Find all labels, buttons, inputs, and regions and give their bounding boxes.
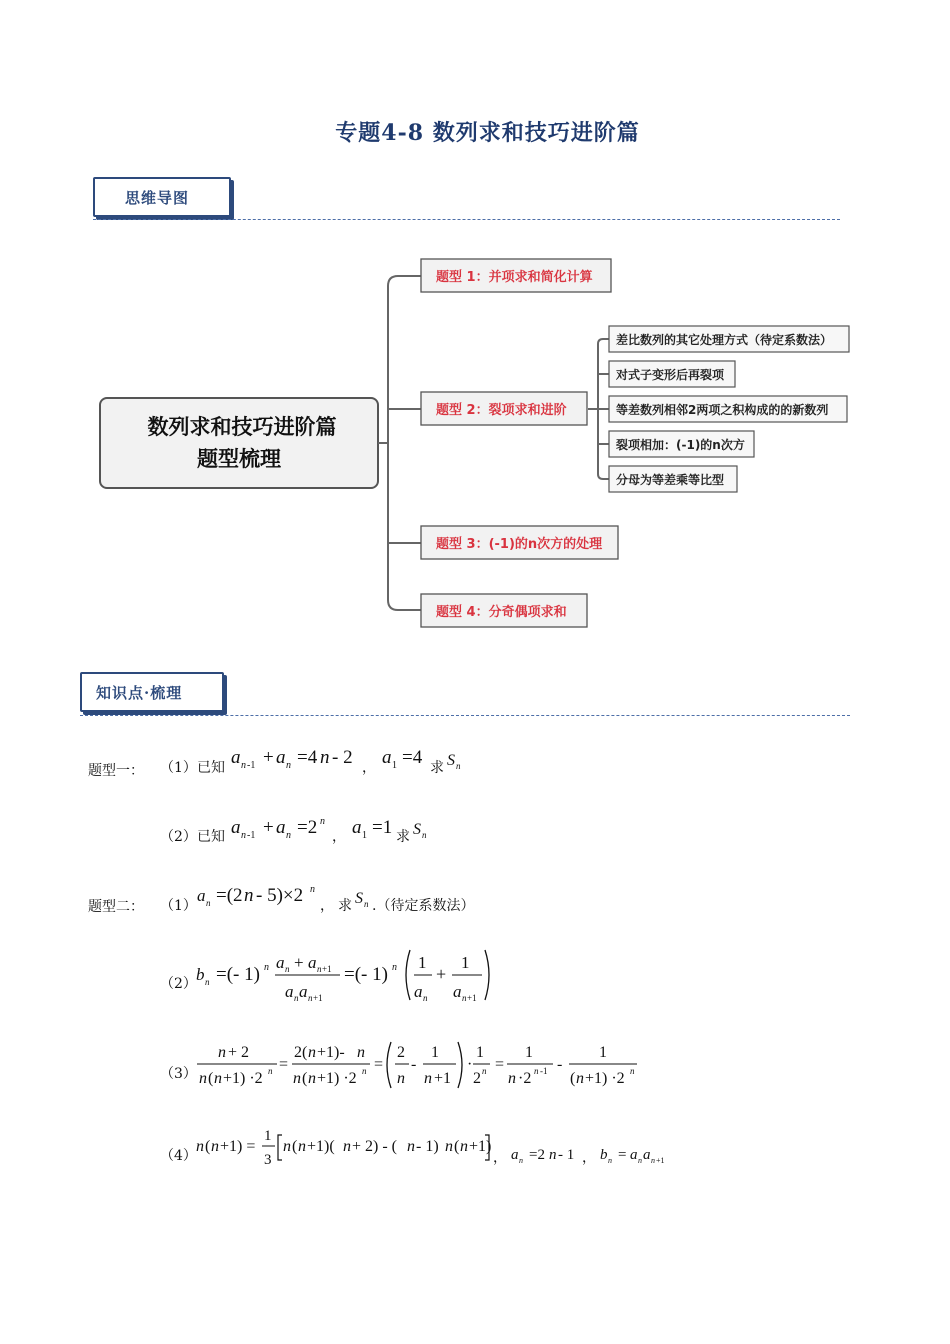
svg-text:·2: ·2 bbox=[518, 1070, 532, 1087]
svg-text:a: a bbox=[231, 747, 241, 768]
svg-text:S: S bbox=[355, 890, 363, 907]
svg-text:1: 1 bbox=[392, 760, 397, 771]
svg-text:n: n bbox=[397, 1070, 405, 1087]
formula-recurrence-1 bbox=[231, 747, 353, 771]
mindmap-root-title: 数列求和技巧进阶篇 bbox=[147, 415, 337, 439]
svg-text:n: n bbox=[362, 1066, 367, 1076]
svg-text:2: 2 bbox=[473, 1070, 481, 1087]
svg-text:n: n bbox=[320, 747, 330, 768]
svg-text:1: 1 bbox=[599, 1044, 607, 1061]
svg-text:=(- 1): =(- 1) bbox=[344, 964, 388, 985]
svg-text:3: 3 bbox=[264, 1152, 272, 1168]
svg-text:a: a bbox=[299, 982, 308, 1001]
svg-text:a: a bbox=[453, 982, 462, 1001]
text-known: 已知 bbox=[197, 760, 225, 776]
svg-text:·: · bbox=[467, 1056, 473, 1073]
svg-text:n: n bbox=[317, 964, 322, 974]
formula-recurrence-2 bbox=[231, 816, 325, 841]
item-number: （2） bbox=[160, 976, 197, 992]
svg-text:n: n bbox=[508, 1070, 516, 1087]
svg-text:n: n bbox=[407, 1138, 415, 1155]
svg-text:=4: =4 bbox=[297, 747, 318, 768]
formula-initial-2 bbox=[352, 817, 392, 841]
svg-text:a: a bbox=[231, 817, 241, 838]
page-title: 专题4-8 数列求和技巧进阶篇 bbox=[335, 120, 640, 146]
svg-text:n: n bbox=[286, 760, 291, 771]
comma: ， bbox=[582, 1151, 596, 1166]
svg-text:n: n bbox=[244, 885, 254, 906]
sub-branch-label-4: 裂项相加：(-1)的n次方 bbox=[616, 438, 745, 452]
mindmap-connectors bbox=[378, 276, 609, 610]
formula-initial-1 bbox=[382, 747, 423, 771]
formula-reshape-split bbox=[197, 1042, 637, 1088]
sub-branch-label-2: 对式子变形后再裂项 bbox=[616, 368, 725, 382]
svg-text:+: + bbox=[436, 964, 447, 984]
item-number: （1） bbox=[160, 898, 197, 914]
text-find: 求 bbox=[396, 829, 410, 845]
svg-text:n: n bbox=[214, 1070, 222, 1087]
svg-text:=(2: =(2 bbox=[216, 885, 243, 906]
svg-text:n: n bbox=[364, 899, 369, 909]
svg-text:n: n bbox=[308, 1070, 316, 1087]
text-known: 已知 bbox=[197, 829, 225, 845]
sub-branch-label-1: 差比数列的其它处理方式（待定系数法） bbox=[616, 333, 833, 347]
comma: ， bbox=[493, 1151, 507, 1166]
svg-text:+1) ·2: +1) ·2 bbox=[585, 1070, 625, 1087]
section-tab-mindmap: 思维导图 bbox=[93, 177, 231, 217]
sum-symbol: S bbox=[447, 752, 455, 769]
svg-text:n: n bbox=[608, 1156, 612, 1165]
comma: ， bbox=[362, 761, 376, 776]
svg-text:+1: +1 bbox=[656, 1156, 665, 1165]
item-number: （2） bbox=[160, 829, 197, 845]
svg-text:n: n bbox=[283, 1138, 291, 1155]
svg-text:a: a bbox=[308, 953, 317, 972]
svg-text:=: = bbox=[495, 1056, 505, 1073]
svg-text:+1: +1 bbox=[434, 1070, 452, 1087]
svg-text:=2: =2 bbox=[529, 1147, 545, 1163]
svg-text:+ 2) - (: + 2) - ( bbox=[352, 1138, 398, 1155]
formula-alternating-split bbox=[196, 950, 489, 1003]
svg-text:n: n bbox=[357, 1044, 365, 1061]
svg-text:-: - bbox=[411, 1056, 417, 1073]
svg-text:n: n bbox=[308, 1044, 316, 1061]
svg-text:-1: -1 bbox=[247, 760, 256, 771]
svg-text:+1: +1 bbox=[322, 964, 332, 974]
branch-label-3: 题型 3：(-1)的n次方的处理 bbox=[436, 537, 603, 552]
item-number: （3） bbox=[160, 1066, 197, 1082]
svg-text:-: - bbox=[557, 1056, 563, 1073]
svg-text:n: n bbox=[241, 830, 246, 841]
mindmap-root-subtitle: 题型梳理 bbox=[197, 447, 281, 471]
svg-text:1: 1 bbox=[264, 1128, 272, 1144]
svg-text:(: ( bbox=[454, 1138, 460, 1155]
svg-text:n: n bbox=[310, 884, 315, 895]
mindmap-root-box bbox=[100, 398, 378, 488]
svg-text:n: n bbox=[294, 993, 299, 1003]
svg-text:a: a bbox=[630, 1147, 638, 1163]
svg-text:n: n bbox=[298, 1138, 306, 1155]
svg-text:S: S bbox=[413, 821, 421, 838]
formula-arith-term bbox=[511, 1147, 574, 1165]
svg-text:n: n bbox=[285, 964, 290, 974]
svg-text:(: ( bbox=[292, 1138, 298, 1155]
svg-text:=2: =2 bbox=[297, 817, 318, 838]
svg-text:(: ( bbox=[205, 1138, 211, 1155]
svg-text:- 2: - 2 bbox=[332, 747, 353, 768]
branch-label-2: 题型 2：裂项求和进阶 bbox=[436, 403, 567, 418]
svg-text:a: a bbox=[276, 747, 286, 768]
svg-text:+: + bbox=[263, 747, 274, 768]
svg-text:n: n bbox=[320, 816, 325, 827]
item-number: （4） bbox=[160, 1148, 197, 1164]
svg-text:n: n bbox=[199, 1070, 207, 1087]
comma: ， bbox=[332, 830, 346, 845]
svg-text:1: 1 bbox=[461, 953, 470, 972]
svg-text:n: n bbox=[218, 1044, 226, 1061]
svg-text:=1: =1 bbox=[372, 817, 393, 838]
section-divider bbox=[93, 219, 840, 220]
svg-text:n: n bbox=[205, 977, 210, 987]
svg-text:n: n bbox=[268, 1066, 273, 1076]
section-divider bbox=[80, 715, 850, 716]
svg-text:- 1): - 1) bbox=[416, 1138, 439, 1155]
svg-text:n: n bbox=[462, 993, 467, 1003]
svg-text:n: n bbox=[196, 1138, 204, 1155]
svg-text:- 5)×2: - 5)×2 bbox=[256, 885, 304, 906]
svg-text:n: n bbox=[241, 760, 246, 771]
svg-text:a: a bbox=[276, 817, 286, 838]
svg-text:2(: 2( bbox=[294, 1044, 308, 1061]
branch-label-4: 题型 4：分奇偶项求和 bbox=[436, 605, 567, 620]
svg-text:a: a bbox=[276, 953, 285, 972]
svg-text:+1: +1 bbox=[467, 993, 477, 1003]
branch-label-1: 题型 1：并项求和简化计算 bbox=[436, 270, 593, 285]
svg-text:n: n bbox=[211, 1138, 219, 1155]
svg-text:+1)(: +1)( bbox=[307, 1138, 335, 1155]
svg-text:b: b bbox=[196, 965, 205, 984]
svg-text:n: n bbox=[424, 1070, 432, 1087]
svg-text:n: n bbox=[422, 830, 427, 840]
formula-general-term bbox=[197, 884, 315, 908]
formula-product-term bbox=[600, 1147, 665, 1165]
svg-text:+: + bbox=[263, 817, 274, 838]
svg-text:+1): +1) bbox=[469, 1138, 492, 1155]
svg-text:1: 1 bbox=[418, 953, 427, 972]
svg-text:1: 1 bbox=[431, 1044, 439, 1061]
svg-text:a: a bbox=[511, 1147, 519, 1163]
svg-text:n: n bbox=[206, 898, 211, 908]
svg-text:a: a bbox=[352, 817, 362, 838]
svg-text:n: n bbox=[392, 962, 397, 973]
text-find: 求 bbox=[338, 898, 352, 914]
svg-text:n: n bbox=[534, 1066, 539, 1076]
svg-text:n: n bbox=[293, 1070, 301, 1087]
sub-branch-label-5: 分母为等差乘等比型 bbox=[616, 473, 725, 487]
svg-text:a: a bbox=[285, 982, 294, 1001]
svg-text:n: n bbox=[519, 1156, 523, 1165]
svg-text:(: ( bbox=[208, 1070, 214, 1087]
svg-text:+ 2: + 2 bbox=[228, 1044, 250, 1061]
svg-text:n: n bbox=[638, 1156, 642, 1165]
svg-text:n: n bbox=[264, 962, 269, 973]
svg-text:+1: +1 bbox=[313, 993, 323, 1003]
svg-text:+1)-: +1)- bbox=[317, 1044, 345, 1061]
svg-text:n: n bbox=[576, 1070, 584, 1087]
svg-text:n: n bbox=[423, 993, 428, 1003]
svg-text:(: ( bbox=[570, 1070, 576, 1087]
svg-text:a: a bbox=[643, 1147, 651, 1163]
svg-text:-1: -1 bbox=[540, 1066, 548, 1076]
mind-map bbox=[0, 240, 950, 640]
svg-text:n: n bbox=[630, 1066, 635, 1076]
section-tab-knowledge: 知识点·梳理 bbox=[80, 672, 224, 712]
svg-text:n: n bbox=[343, 1138, 351, 1155]
svg-text:n: n bbox=[445, 1138, 453, 1155]
svg-text:=: = bbox=[618, 1147, 627, 1163]
svg-text:=: = bbox=[374, 1056, 384, 1073]
svg-text:b: b bbox=[600, 1147, 608, 1163]
svg-text:2: 2 bbox=[397, 1044, 405, 1061]
svg-text:1: 1 bbox=[525, 1044, 533, 1061]
svg-text:a: a bbox=[197, 886, 206, 905]
svg-text:n: n bbox=[549, 1147, 557, 1163]
svg-text:n: n bbox=[651, 1156, 655, 1165]
svg-text:n: n bbox=[286, 830, 291, 841]
svg-text:a: a bbox=[382, 747, 392, 768]
svg-text:n: n bbox=[308, 993, 313, 1003]
comma: ， bbox=[320, 899, 334, 914]
svg-text:+: + bbox=[294, 953, 304, 972]
svg-text:a: a bbox=[414, 982, 423, 1001]
svg-text:+1) ·2: +1) ·2 bbox=[317, 1070, 357, 1087]
svg-text:n: n bbox=[460, 1138, 468, 1155]
sub-branch-label-3: 等差数列相邻2两项之积构成的的新数列 bbox=[616, 403, 829, 417]
svg-text:1: 1 bbox=[476, 1044, 484, 1061]
svg-text:+1) ·2: +1) ·2 bbox=[223, 1070, 263, 1087]
item-number: （1） bbox=[160, 760, 197, 776]
svg-text:=(- 1): =(- 1) bbox=[216, 964, 260, 985]
method-note: .（待定系数法） bbox=[372, 898, 475, 914]
formula-product-split bbox=[196, 1128, 491, 1168]
svg-text:1: 1 bbox=[362, 830, 367, 841]
svg-text:=: = bbox=[279, 1056, 289, 1073]
svg-text:+1) =: +1) = bbox=[220, 1138, 256, 1155]
svg-text:n: n bbox=[456, 761, 461, 771]
svg-text:-1: -1 bbox=[247, 830, 256, 841]
svg-text:- 1: - 1 bbox=[558, 1147, 575, 1163]
svg-text:n: n bbox=[482, 1066, 487, 1076]
svg-text:=4: =4 bbox=[402, 747, 423, 768]
formula-area bbox=[0, 730, 950, 1200]
type2-label: 题型二： bbox=[88, 899, 144, 915]
type1-label: 题型一： bbox=[88, 763, 144, 779]
svg-text:(: ( bbox=[302, 1070, 308, 1087]
text-find: 求 bbox=[430, 760, 444, 776]
